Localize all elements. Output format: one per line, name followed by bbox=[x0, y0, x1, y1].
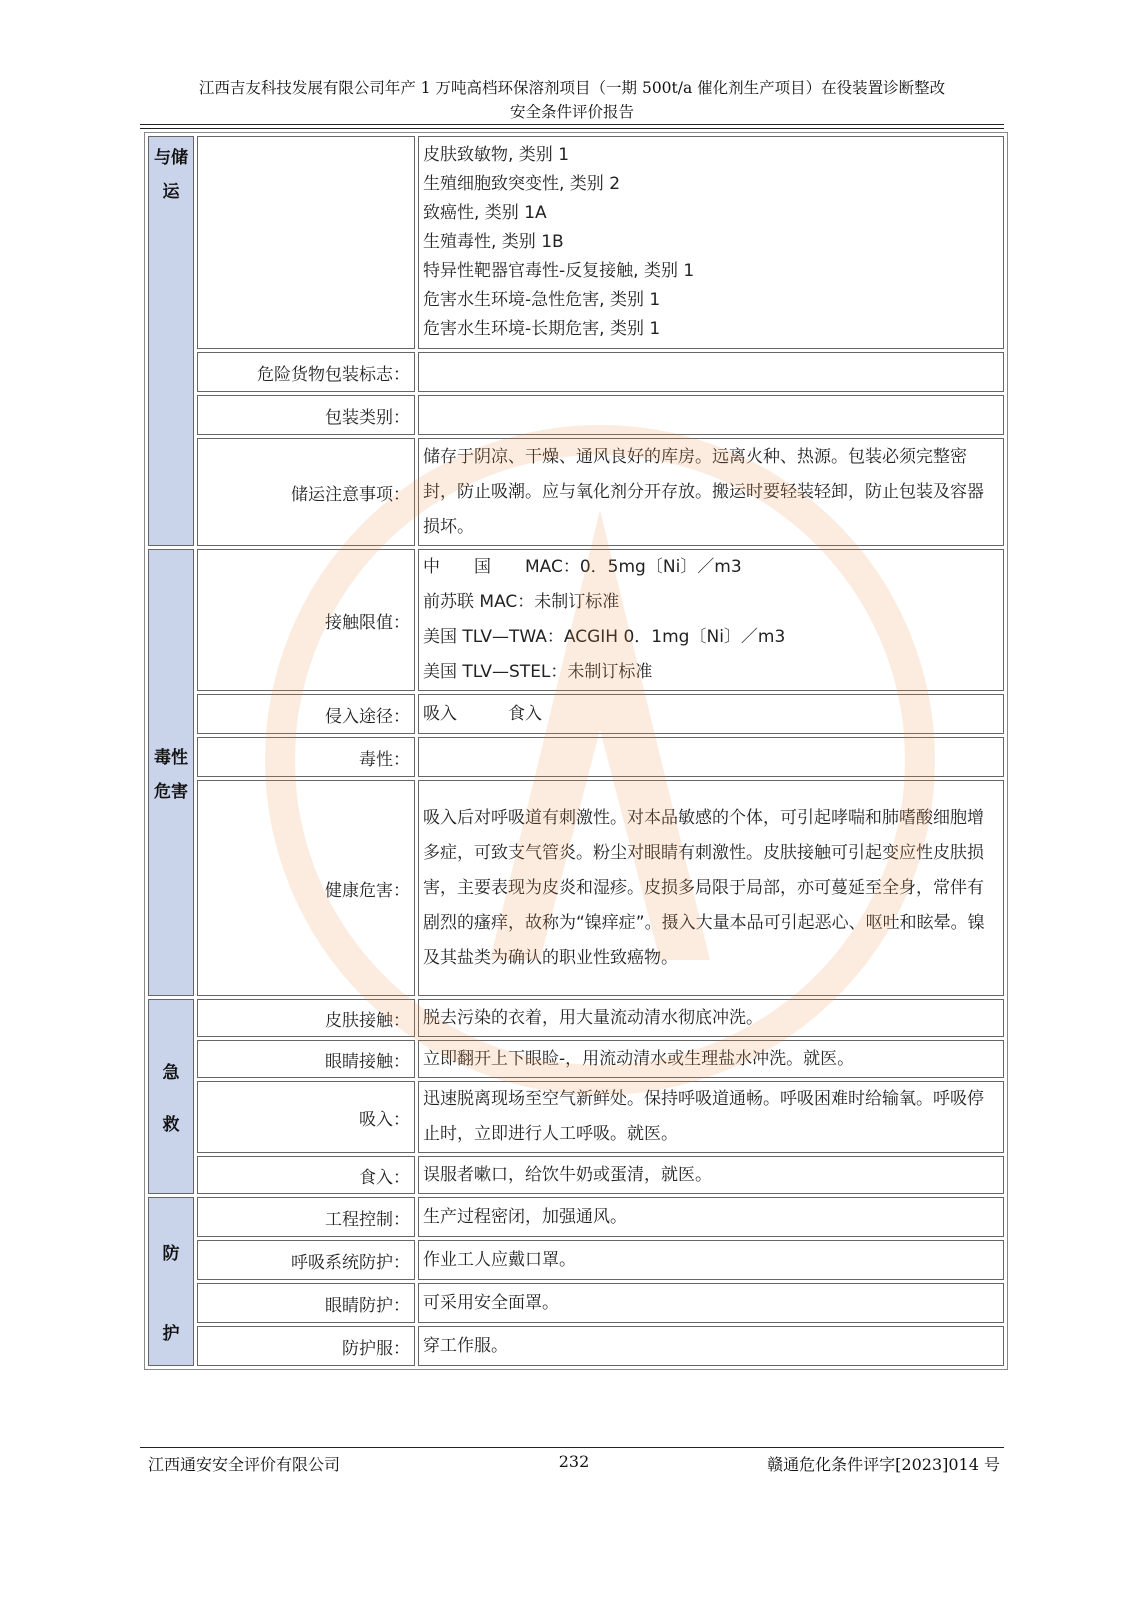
storage-notes-label: 储运注意事项： bbox=[197, 438, 415, 546]
hazard-class-item: 特异性靶器官毒性-反复接触, 类别 1 bbox=[423, 261, 695, 281]
hazard-classes-value bbox=[418, 136, 1004, 349]
storage-notes-value: 储存于阴凉、干燥、通风良好的库房。远离火种、热源。包装必须完整密封，防止吸潮。应与氧化剂分开存放。搬运时要轻装轻卸，防止包装及容器损坏。 bbox=[418, 438, 1004, 546]
header-title-line1: 江西吉友科技发展有限公司年产 1 万吨高档环保溶剂项目（一期 500t/a 催化剂生产项目）在役装置诊断整改 bbox=[198, 79, 946, 97]
exposure-limits-value bbox=[418, 549, 1004, 691]
row-first-aid-ingest bbox=[148, 1156, 1004, 1194]
section-toxicity-title-line2: 危害 bbox=[154, 781, 188, 802]
footer-doc-number: 赣通危化条件评字[2023]014 号 bbox=[767, 1455, 1000, 1474]
row-toxicity bbox=[148, 737, 1004, 777]
first-aid-inhale-value: 迅速脱离现场至空气新鲜处。保持呼吸道通畅。呼吸困难时给输氧。呼吸停止时，立即进行人工呼吸。就医。 bbox=[418, 1081, 1004, 1153]
row-protection-clothing bbox=[148, 1326, 1004, 1366]
section-protection-title-line2: 护 bbox=[162, 1323, 180, 1344]
hazard-class-item: 生殖毒性, 类别 1B bbox=[423, 232, 564, 252]
row-protection-engineering bbox=[148, 1197, 1004, 1237]
protection-eye-value: 可采用安全面罩。 bbox=[418, 1283, 1004, 1323]
toxicity-value bbox=[418, 737, 1004, 777]
hazard-class-item: 危害水生环境-急性危害, 类别 1 bbox=[423, 290, 661, 310]
section-first-aid-title bbox=[148, 999, 194, 1194]
msds-table bbox=[144, 132, 1008, 1370]
exposure-limit-item: 前苏联 MAC：未制订标准 bbox=[423, 592, 620, 612]
row-first-aid-inhale bbox=[148, 1081, 1004, 1153]
route-label: 侵入途径： bbox=[197, 694, 415, 734]
row-packing-group bbox=[148, 395, 1004, 435]
section-toxicity-title bbox=[148, 549, 194, 996]
health-hazards-label: 健康危害： bbox=[197, 780, 415, 996]
row-exposure-limits bbox=[148, 549, 1004, 691]
exposure-limit-item: 中 国 MAC：0．5mg〔Ni〕／m3 bbox=[423, 557, 742, 577]
header-title-line2: 安全条件评价报告 bbox=[509, 103, 634, 121]
footer-rule bbox=[140, 1447, 1004, 1448]
protection-respiratory-label: 呼吸系统防护： bbox=[197, 1240, 415, 1280]
hazard-classes-label bbox=[197, 136, 415, 349]
row-protection-respiratory bbox=[148, 1240, 1004, 1280]
section-protection-title-line1: 防 bbox=[162, 1243, 180, 1264]
section-storage-title-line1: 与储 bbox=[154, 148, 188, 168]
packing-group-value bbox=[418, 395, 1004, 435]
hazard-class-item: 皮肤致敏物, 类别 1 bbox=[423, 145, 570, 165]
hazard-class-item: 危害水生环境-长期危害, 类别 1 bbox=[423, 319, 661, 339]
row-route bbox=[148, 694, 1004, 734]
protection-eye-label: 眼睛防护： bbox=[197, 1283, 415, 1323]
toxicity-label: 毒性： bbox=[197, 737, 415, 777]
hazard-class-item: 致癌性, 类别 1A bbox=[423, 203, 547, 223]
row-first-aid-eye bbox=[148, 1040, 1004, 1078]
section-storage-title bbox=[148, 136, 194, 546]
first-aid-skin-value: 脱去污染的衣着，用大量流动清水彻底冲洗。 bbox=[418, 999, 1004, 1037]
row-first-aid-skin bbox=[148, 999, 1004, 1037]
section-protection-title bbox=[148, 1197, 194, 1366]
row-protection-eye bbox=[148, 1283, 1004, 1323]
row-storage-notes bbox=[148, 438, 1004, 546]
first-aid-skin-label: 皮肤接触： bbox=[197, 999, 415, 1037]
first-aid-eye-value: 立即翻开上下眼睑-，用流动清水或生理盐水冲洗。就医。 bbox=[418, 1040, 1004, 1078]
route-value: 吸入 食入 bbox=[418, 694, 1004, 734]
footer-company: 江西通安安全评价有限公司 bbox=[148, 1455, 341, 1474]
hazard-class-item: 生殖细胞致突变性, 类别 2 bbox=[423, 174, 621, 194]
protection-clothing-value: 穿工作服。 bbox=[418, 1326, 1004, 1366]
packing-mark-value bbox=[418, 352, 1004, 392]
exposure-limit-item: 美国 TLV—STEL：未制订标准 bbox=[423, 662, 653, 682]
first-aid-ingest-value: 误服者嗽口，给饮牛奶或蛋清，就医。 bbox=[418, 1156, 1004, 1194]
first-aid-eye-label: 眼睛接触： bbox=[197, 1040, 415, 1078]
row-hazard-classes bbox=[148, 136, 1004, 349]
packing-group-label: 包装类别： bbox=[197, 395, 415, 435]
section-first-aid-title-line1: 急 bbox=[162, 1062, 180, 1083]
header-rule bbox=[140, 124, 1004, 125]
protection-respiratory-value: 作业工人应戴口罩。 bbox=[418, 1240, 1004, 1280]
page-header bbox=[140, 76, 1004, 124]
footer-page-number: 232 bbox=[558, 1452, 590, 1471]
exposure-limits-label: 接触限值： bbox=[197, 549, 415, 691]
first-aid-ingest-label: 食入： bbox=[197, 1156, 415, 1194]
row-packing-mark bbox=[148, 352, 1004, 392]
section-first-aid-title-line2: 救 bbox=[162, 1114, 180, 1135]
protection-clothing-label: 防护服： bbox=[197, 1326, 415, 1366]
section-toxicity-title-line1: 毒性 bbox=[154, 747, 188, 768]
exposure-limit-item: 美国 TLV—TWA：ACGIH 0．1mg〔Ni〕／m3 bbox=[423, 627, 786, 647]
first-aid-inhale-label: 吸入： bbox=[197, 1081, 415, 1153]
health-hazards-value: 吸入后对呼吸道有刺激性。对本品敏感的个体，可引起哮喘和肺嗜酸细胞增多症，可致支气管炎。粉尘对眼睛有刺激性。皮肤接触可引起变应性皮肤损害，主要表现为皮炎和湿疹。皮损多局限于局部，亦可蔓延至全身，常伴有剧烈的瘙痒，故称为“镍痒症”。摄入大量本品可引起恶心、呕吐和眩晕。镍及其盐类为确认的职业性致癌物。 bbox=[418, 780, 1004, 996]
packing-mark-label: 危险货物包装标志： bbox=[197, 352, 415, 392]
page-footer bbox=[148, 1452, 1000, 1478]
header-rule-thin bbox=[140, 128, 1004, 129]
protection-engineering-value: 生产过程密闭，加强通风。 bbox=[418, 1197, 1004, 1237]
section-storage-title-line2: 运 bbox=[162, 182, 180, 202]
protection-engineering-label: 工程控制： bbox=[197, 1197, 415, 1237]
row-health-hazards bbox=[148, 780, 1004, 996]
